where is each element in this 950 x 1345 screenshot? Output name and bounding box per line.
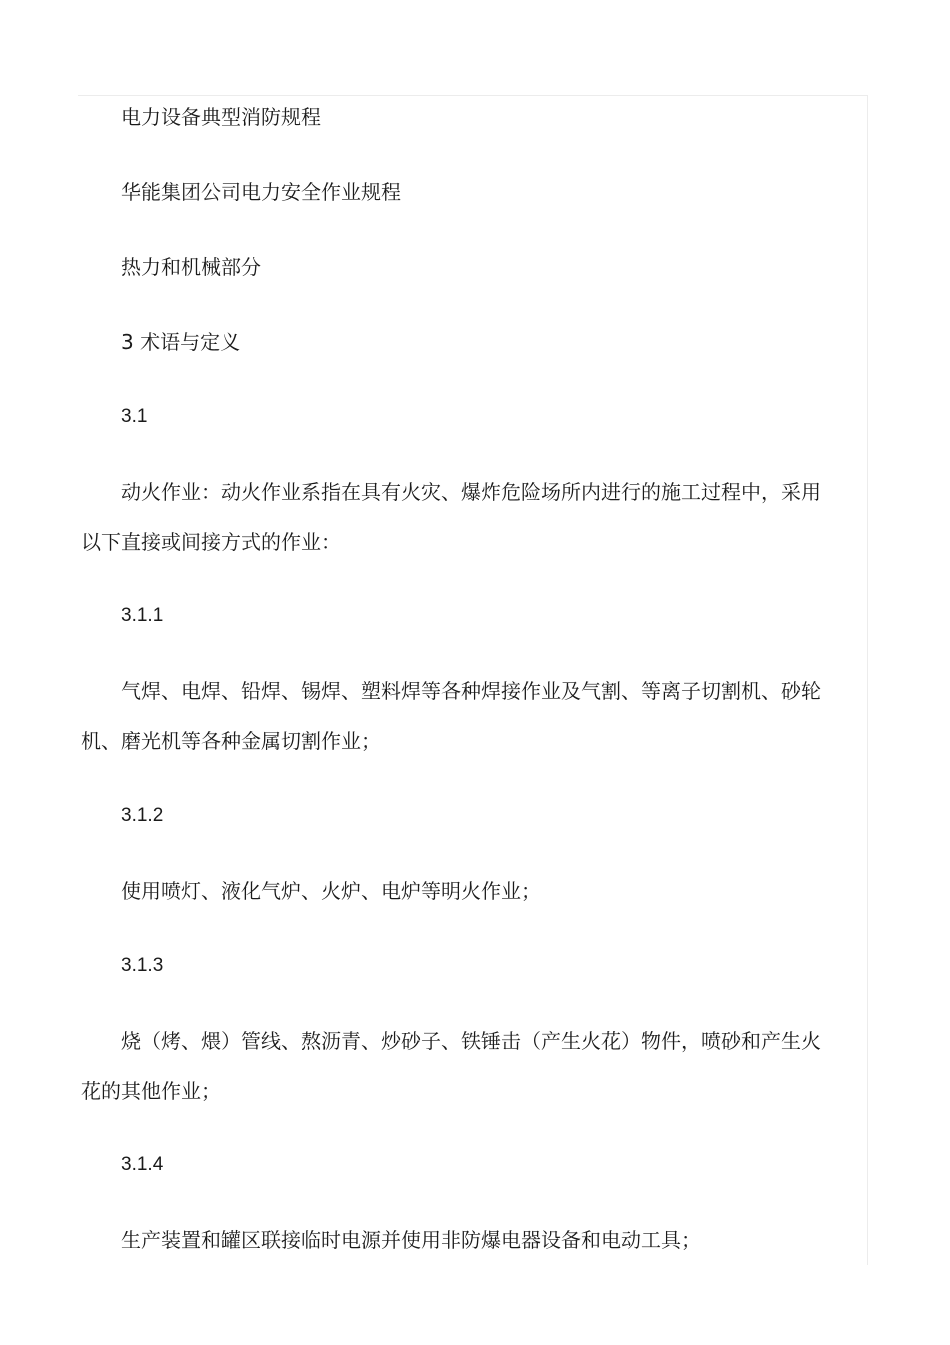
- clause-number-3-1-2: 3.1.2: [121, 805, 164, 826]
- clause-text-3-1-1: 气焊、电焊、铅焊、锡焊、塑料焊等各种焊接作业及气割、等离子切割机、砂轮机、磨光机等各种金属切割作业；: [81, 679, 821, 753]
- clause-number-3-1-1: 3.1.1: [121, 605, 164, 626]
- clause-number-3-1: 3.1: [121, 406, 148, 427]
- clause-text-3-1-2: 使用喷灯、液化气炉、火炉、电炉等明火作业；: [121, 879, 541, 903]
- section-heading-terms: 3 术语与定义: [121, 330, 241, 354]
- clause-number-3-1-3: 3.1.3: [121, 955, 164, 976]
- reference-thermal-mechanical: 热力和机械部分: [121, 255, 261, 279]
- reference-safety-rules: 华能集团公司电力安全作业规程: [121, 180, 401, 204]
- clause-text-3-1-3: 烧（烤、煨）管线、熬沥青、炒砂子、铁锤击（产生火花）物件，喷砂和产生火花的其他作业；: [81, 1029, 821, 1103]
- reference-fire-code: 电力设备典型消防规程: [121, 105, 321, 129]
- definition-hot-work: 动火作业：动火作业系指在具有火灾、爆炸危险场所内进行的施工过程中，采用以下直接或间接方式的作业：: [81, 480, 821, 554]
- clause-text-3-1-4: 生产装置和罐区联接临时电源并使用非防爆电器设备和电动工具；: [121, 1228, 701, 1252]
- clause-number-3-1-4: 3.1.4: [121, 1154, 164, 1175]
